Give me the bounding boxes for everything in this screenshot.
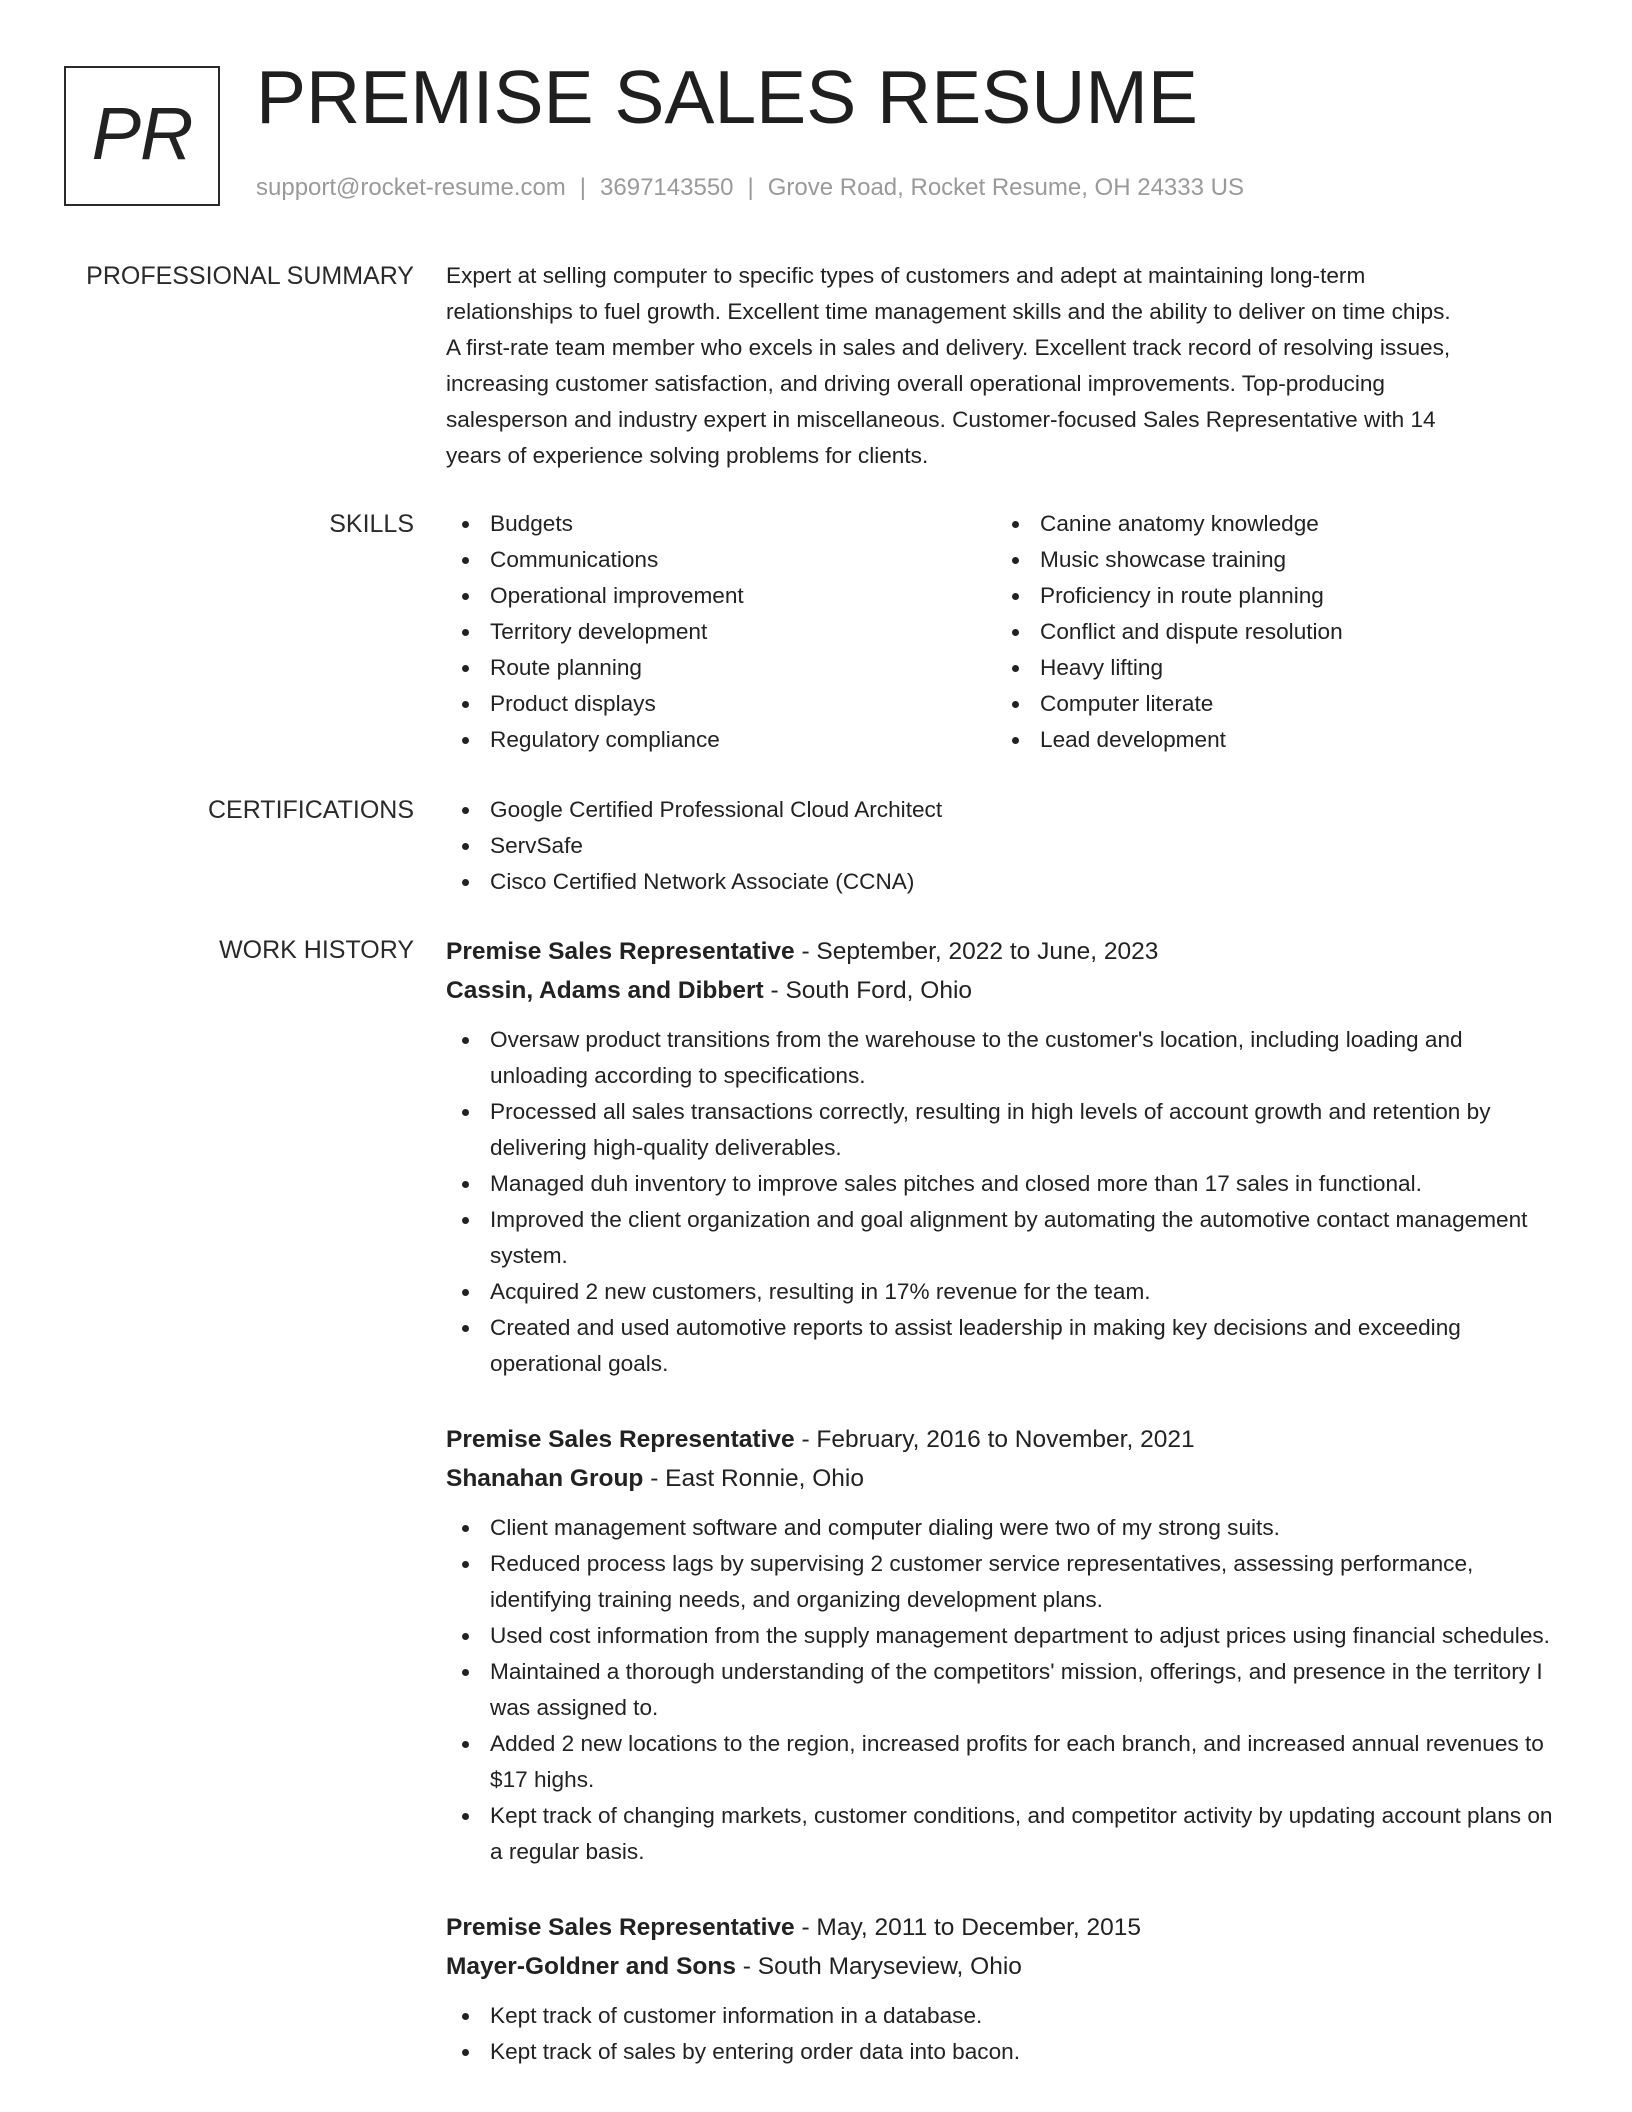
contact-email: support@rocket-resume.com — [256, 174, 566, 201]
summary-line: Expert at selling computer to specific types of customers and adept at maintaining long-term — [446, 263, 1366, 288]
skill-item: Budgets — [446, 506, 996, 542]
job-bullet: Reduced process lags by supervising 2 customer service representatives, assessing performance, identifying training needs, and organizing development plans. — [446, 1546, 1564, 1618]
work-history-label: WORK HISTORY — [219, 936, 414, 964]
job-company-line — [446, 971, 1564, 1010]
skill-item: Canine anatomy knowledge — [996, 506, 1546, 542]
job-title-line — [446, 1420, 1564, 1459]
job-title-line — [446, 1908, 1564, 1947]
skill-item: Territory development — [446, 614, 996, 650]
job-title: Premise Sales Representative — [446, 1914, 795, 1941]
summary-line: increasing customer satisfaction, and driving overall operational improvements. Top-producing — [446, 371, 1385, 396]
summary-line: years of experience solving problems for clients. — [446, 443, 929, 468]
job-location: - South Ford, Ohio — [763, 977, 973, 1004]
summary-line: relationships to fuel growth. Excellent time management skills and the ability to deliver on time chips. — [446, 299, 1451, 324]
job-bullet: Kept track of sales by entering order data into bacon. — [446, 2034, 1564, 2070]
job-company-line — [446, 1459, 1564, 1498]
skill-item: Route planning — [446, 650, 996, 686]
job-company: Mayer-Goldner and Sons — [446, 1953, 736, 1980]
job-bullet: Kept track of customer information in a database. — [446, 1998, 1564, 2034]
certification-item: Google Certified Professional Cloud Architect — [446, 792, 1564, 828]
contact-line — [256, 174, 1244, 202]
monogram-initials: PR — [91, 92, 193, 175]
job-dates: - September, 2022 to June, 2023 — [794, 938, 1159, 965]
job-bullet: Acquired 2 new customers, resulting in 17% revenue for the team. — [446, 1274, 1564, 1310]
job-title-line — [446, 932, 1564, 971]
job-bullet: Maintained a thorough understanding of the competitors' mission, offerings, and presence in the territory I was assigned to. — [446, 1654, 1564, 1726]
certifications-list — [446, 792, 1564, 900]
job-bullet: Kept track of changing markets, customer conditions, and competitor activity by updating account plans on a regular basis. — [446, 1798, 1564, 1870]
skill-item: Computer literate — [996, 686, 1546, 722]
job-title: Premise Sales Representative — [446, 1426, 795, 1453]
contact-separator: | — [747, 174, 754, 201]
summary-label: PROFESSIONAL SUMMARY — [86, 262, 414, 290]
job-dates: - February, 2016 to November, 2021 — [794, 1426, 1195, 1453]
job-bullets — [446, 1998, 1564, 2070]
skills-list-right — [996, 506, 1546, 758]
job-bullets — [446, 1510, 1564, 1870]
job-bullet: Added 2 new locations to the region, increased profits for each branch, and increased annual revenues to $17 highs. — [446, 1726, 1564, 1798]
job-location: - East Ronnie, Ohio — [643, 1465, 864, 1492]
work-history-body — [446, 932, 1564, 2070]
job-company-line — [446, 1947, 1564, 1986]
contact-phone: 3697143550 — [600, 174, 734, 201]
summary-line: salesperson and industry expert in miscellaneous. Customer-focused Sales Representative with 14 — [446, 407, 1436, 432]
certification-item: Cisco Certified Network Associate (CCNA) — [446, 864, 1564, 900]
skills-body — [446, 506, 1564, 758]
contact-separator: | — [579, 174, 587, 201]
job-bullet: Managed duh inventory to improve sales pitches and closed more than 17 sales in functional. — [446, 1166, 1564, 1202]
certifications-body — [446, 792, 1564, 900]
summary-body — [446, 258, 1564, 474]
job-bullet: Client management software and computer dialing were two of my strong suits. — [446, 1510, 1564, 1546]
job-location: - South Maryseview, Ohio — [735, 1953, 1022, 1980]
job-dates: - May, 2011 to December, 2015 — [794, 1914, 1142, 1941]
summary-text — [446, 258, 1564, 474]
contact-address: Grove Road, Rocket Resume, OH 24333 US — [767, 174, 1244, 201]
job-bullet: Improved the client organization and goal alignment by automating the automotive contact management system. — [446, 1202, 1564, 1274]
skill-item: Communications — [446, 542, 996, 578]
job-bullets — [446, 1022, 1564, 1382]
skill-item: Product displays — [446, 686, 996, 722]
job-entry — [446, 1908, 1564, 2070]
skill-item: Music showcase training — [996, 542, 1546, 578]
skill-item: Heavy lifting — [996, 650, 1546, 686]
skills-label: SKILLS — [329, 510, 414, 538]
skill-item: Conflict and dispute resolution — [996, 614, 1546, 650]
resume-title: PREMISE SALES RESUME — [256, 55, 1198, 139]
skills-list-left — [446, 506, 996, 758]
job-bullet: Processed all sales transactions correctly, resulting in high levels of account growth and retention by delivering high-quality deliverables. — [446, 1094, 1564, 1166]
monogram-box — [64, 66, 220, 206]
summary-line: A first-rate team member who excels in sales and delivery. Excellent track record of resolving issues, — [446, 335, 1451, 360]
skill-item: Regulatory compliance — [446, 722, 996, 758]
job-bullet: Used cost information from the supply management department to adjust prices using financial schedules. — [446, 1618, 1564, 1654]
certifications-label: CERTIFICATIONS — [207, 796, 414, 824]
certification-item: ServSafe — [446, 828, 1564, 864]
skill-item: Operational improvement — [446, 578, 996, 614]
skill-item: Proficiency in route planning — [996, 578, 1546, 614]
job-company: Shanahan Group — [446, 1465, 644, 1492]
job-entry — [446, 1420, 1564, 1870]
job-company: Cassin, Adams and Dibbert — [446, 977, 764, 1004]
job-entry — [446, 932, 1564, 1382]
job-bullet: Oversaw product transitions from the warehouse to the customer's location, including loading and unloading according to specifications. — [446, 1022, 1564, 1094]
skill-item: Lead development — [996, 722, 1546, 758]
job-bullet: Created and used automotive reports to assist leadership in making key decisions and exceeding operational goals. — [446, 1310, 1564, 1382]
job-title: Premise Sales Representative — [446, 938, 795, 965]
